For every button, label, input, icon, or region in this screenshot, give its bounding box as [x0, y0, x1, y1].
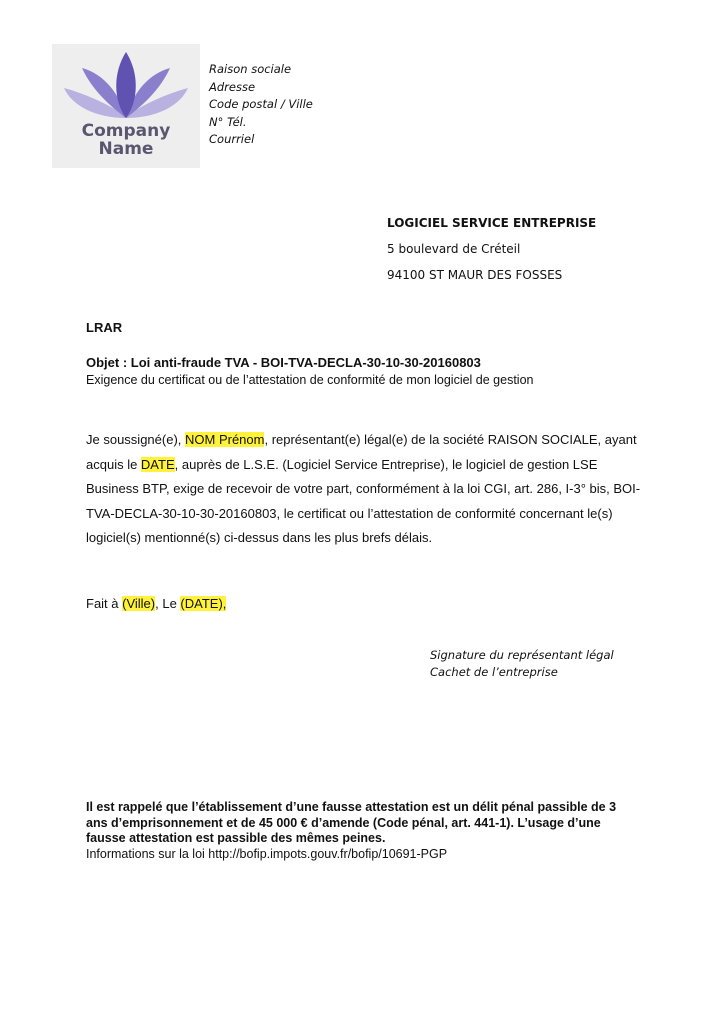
placeholder-date: DATE: [140, 456, 175, 472]
sender-postal-city: Code postal / Ville: [209, 97, 313, 111]
footer-warning-line: fausse attestation est passible des mêmes peines.: [86, 831, 386, 845]
subject-subtitle: Exigence du certificat ou de l’attestation de conformité de mon logiciel de gestion: [86, 373, 534, 387]
subject-title: Objet : Loi anti-fraude TVA - BOI-TVA-DECLA-30-10-30-20160803: [86, 355, 481, 370]
body-text: , auprès de L.S.E. (Logiciel Service Entreprise), le logiciel de gestion LSE: [174, 456, 598, 472]
body-line: Business BTP, exige de recevoir de votre part, conformément à la loi CGI, art. 286, I-3° bis, BOI-: [86, 481, 641, 496]
recipient-street: 5 boulevard de Créteil: [387, 242, 521, 256]
footer-info-link: Informations sur la loi http://bofip.impots.gouv.fr/bofip/10691-PGP: [86, 846, 448, 861]
closing-text: , Le: [155, 596, 181, 611]
footer-warning-line: ans d’emprisonnement et de 45 000 € d’amende (Code pénal, art. 441-1). L’usage d’une: [86, 815, 601, 830]
legal-footer: [86, 800, 616, 862]
company-stamp-line: Cachet de l’entreprise: [430, 665, 558, 679]
body-line: TVA-DECLA-30-10-30-20160803, le certificat ou l’attestation de conformité concernant le(s): [86, 505, 613, 521]
body-text: Je soussigné(e),: [86, 432, 185, 447]
signature-block: [430, 647, 614, 681]
logo-word-name: Name: [98, 139, 154, 159]
signature-line: Signature du représentant légal: [430, 648, 614, 662]
sender-address: Adresse: [209, 79, 256, 94]
lrar-label: LRAR: [86, 320, 123, 335]
body-line: [86, 428, 676, 453]
sender-company: Raison sociale: [209, 62, 292, 76]
body-line: [86, 453, 676, 478]
placeholder-name: NOM Prénom: [185, 432, 265, 447]
footer-warning-line: Il est rappelé que l’établissement d’une fausse attestation est un délit pénal passible de 3: [86, 800, 617, 814]
placeholder-closing-date: (DATE),: [180, 596, 227, 611]
logo-word-company: Company: [81, 121, 171, 141]
body-text: , représentant(e) légal(e) de la société RAISON SOCIALE, ayant: [264, 432, 637, 447]
company-logo: [52, 44, 200, 168]
body-text: acquis le: [86, 456, 141, 472]
sender-email: Courriel: [209, 132, 255, 146]
body-line: logiciel(s) mentionné(s) ci-dessus dans les plus brefs délais.: [86, 530, 433, 545]
sender-block: [209, 61, 313, 149]
recipient-block: [387, 215, 596, 293]
placeholder-city: (Ville): [122, 596, 156, 611]
recipient-city: 94100 ST MAUR DES FOSSES: [387, 268, 563, 282]
closing-line: [86, 596, 226, 611]
body-paragraph: [86, 428, 676, 551]
sender-phone: N° Tél.: [209, 114, 247, 129]
closing-text: Fait à: [86, 596, 123, 611]
recipient-name: LOGICIEL SERVICE ENTREPRISE: [387, 216, 597, 230]
